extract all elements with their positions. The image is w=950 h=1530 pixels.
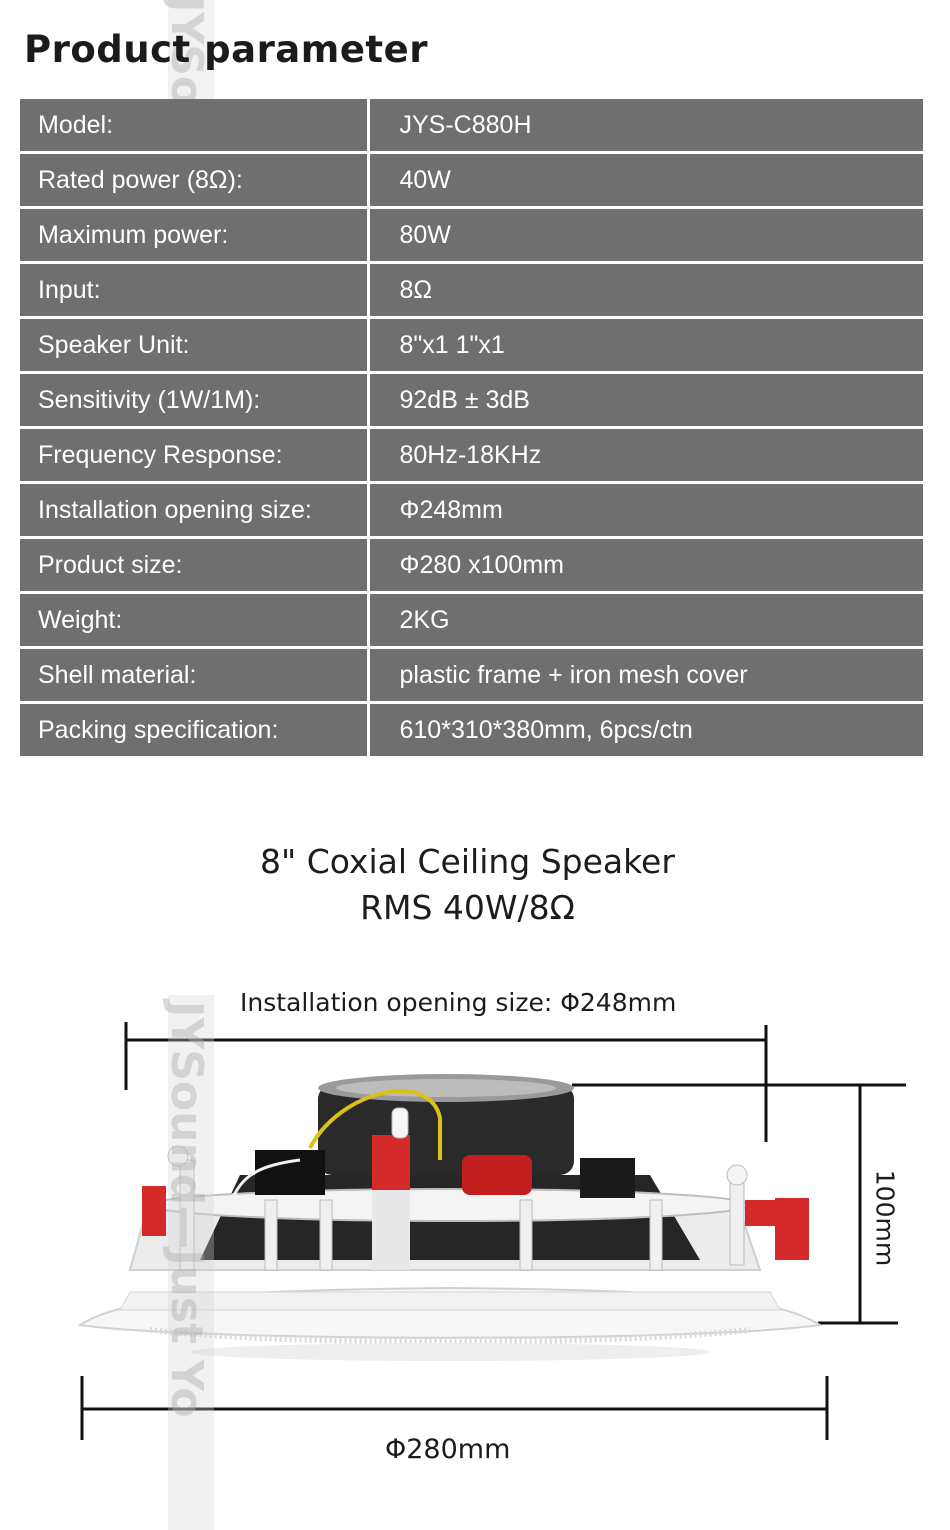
installation-opening-label: Installation opening size: Φ248mm bbox=[240, 988, 677, 1017]
spec-label: Model: bbox=[20, 99, 368, 153]
page-title: Product parameter bbox=[24, 28, 428, 71]
spec-label: Weight: bbox=[20, 593, 368, 648]
spec-value: 610*310*380mm, 6pcs/ctn bbox=[368, 703, 923, 757]
spec-label: Installation opening size: bbox=[20, 483, 368, 538]
spec-value: 2KG bbox=[368, 593, 923, 648]
spec-label: Product size: bbox=[20, 538, 368, 593]
watermark-band-bottom bbox=[161, 995, 214, 1530]
spec-label: Sensitivity (1W/1M): bbox=[20, 373, 368, 428]
product-heading-line1: 8" Coxial Ceiling Speaker bbox=[260, 842, 675, 881]
spec-value: JYS-C880H bbox=[368, 99, 923, 153]
spec-value: 92dB ± 3dB bbox=[368, 373, 923, 428]
product-heading-line2: RMS 40W/8Ω bbox=[360, 888, 575, 927]
spec-value: 40W bbox=[368, 153, 923, 208]
watermark-text-bottom: JYSound—Just Yo bbox=[161, 1001, 212, 1418]
diameter-label: Φ280mm bbox=[385, 1434, 511, 1465]
spec-value: 80W bbox=[368, 208, 923, 263]
spec-label: Speaker Unit: bbox=[20, 318, 368, 373]
spec-value: 80Hz-18KHz bbox=[368, 428, 923, 483]
spec-label: Rated power (8Ω): bbox=[20, 153, 368, 208]
spec-label: Maximum power: bbox=[20, 208, 368, 263]
height-label: 100mm bbox=[870, 1169, 900, 1267]
spec-value: Φ280 x100mm bbox=[368, 538, 923, 593]
spec-value: 8Ω bbox=[368, 263, 923, 318]
spec-label: Input: bbox=[20, 263, 368, 318]
spec-label: Frequency Response: bbox=[20, 428, 368, 483]
spec-value: 8"x1 1"x1 bbox=[368, 318, 923, 373]
spec-label: Packing specification: bbox=[20, 703, 368, 757]
spec-value: Φ248mm bbox=[368, 483, 923, 538]
spec-value: plastic frame + iron mesh cover bbox=[368, 648, 923, 703]
spec-label: Shell material: bbox=[20, 648, 368, 703]
